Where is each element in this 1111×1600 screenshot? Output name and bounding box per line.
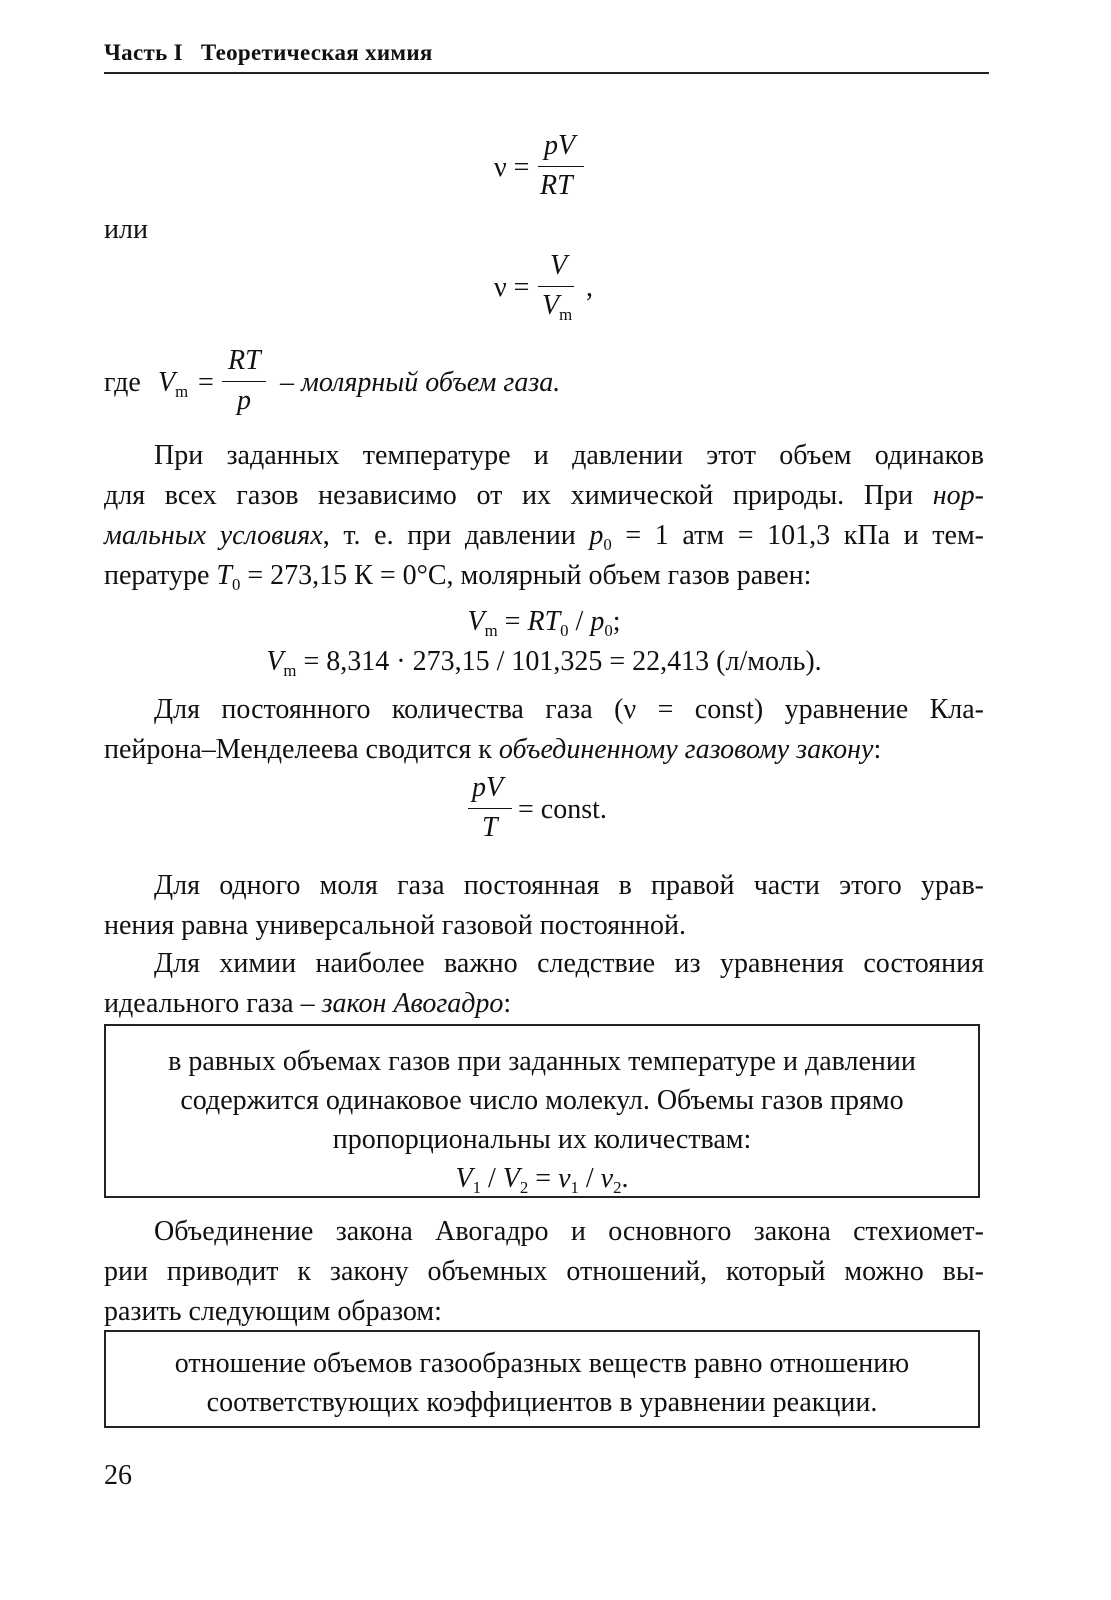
text-line: нения равна универсальной газовой постоянной.: [104, 910, 687, 941]
volume-ratio-law-box: [104, 1330, 980, 1428]
box-text-line: соответствующих коэффициентов в уравнении реакции.: [206, 1387, 878, 1418]
fraction-bar: [222, 381, 266, 382]
equation-vm-rt0-p0: $V_m = RT_0 / p_0$;: [467, 606, 621, 640]
equals-sign: =: [198, 367, 214, 398]
fraction-bar: [468, 808, 512, 809]
formula-rhs: = const.: [518, 794, 607, 825]
formula-lhs: ν =: [494, 152, 530, 183]
formula-lhs: ν =: [494, 272, 530, 303]
formula-moles-v-vm: [494, 250, 614, 340]
text-line: мальных условиях, т. е. при давлении $p_0 = 1$ атм = 101,3 кПа и тем-: [104, 520, 985, 554]
fraction-bar: [538, 166, 584, 167]
text-line: Для постоянного количества газа (ν = const) уравнение Кла-: [154, 694, 984, 725]
formula-denominator: RT: [540, 170, 573, 201]
text-line: Объединение закона Авогадро и основного закона стехиомет-: [154, 1216, 984, 1247]
formula-molar-volume-definition: [104, 345, 704, 425]
prefix-where: где: [104, 367, 141, 398]
text-line: При заданных температуре и давлении этот объем одинаков: [154, 440, 984, 471]
text-line: Для химии наиболее важно следствие из уравнения состояния: [154, 948, 984, 979]
paragraph-volume-ratios: [104, 1212, 984, 1332]
formula-numerator: V: [550, 250, 568, 281]
text-line: Для одного моля газа постоянная в правой части этого урав-: [154, 870, 984, 901]
equation-vm-calculation: $V_m = 8,314 \cdot 273,15 / 101,325 = 22,413$ (л/моль).: [266, 646, 822, 680]
header-part: Часть I: [104, 40, 183, 65]
text-line: рии приводит к закону объемных отношений, который можно вы-: [104, 1256, 984, 1287]
text-line: для всех газов независимо от их химической природы. При нор-: [104, 480, 984, 511]
or-word: или: [104, 214, 148, 245]
formula-denominator: T: [482, 812, 498, 843]
box-text-line: отношение объемов газообразных веществ равно отношению: [174, 1348, 910, 1379]
molar-volume-description: – молярный объем газа.: [280, 367, 561, 398]
formula-numerator: RT: [228, 345, 261, 376]
paragraph-gas-constant: [104, 866, 984, 946]
formula-moles-pv-rt: [494, 130, 604, 210]
box-text-line: пропорциональны их количествам:: [332, 1124, 752, 1155]
formula-numerator: pV: [544, 130, 576, 161]
paragraph-combined-gas-law: [104, 690, 984, 770]
formula-pv-over-t-const: [468, 772, 638, 852]
text-line: пейрона–Менделеева сводится к объединенному газовому закону:: [104, 734, 882, 765]
formula-numerator: pV: [472, 772, 504, 803]
page-number: 26: [104, 1460, 132, 1491]
box-text-line: содержится одинаковое число молекул. Объемы газов прямо: [180, 1085, 904, 1116]
box-text-line: в равных объемах газов при заданных температуре и давлении: [168, 1046, 916, 1077]
fraction-bar: [538, 286, 574, 287]
paragraph-avogadro-intro: [104, 944, 984, 1024]
running-header: [104, 40, 988, 66]
formula-comma: ,: [586, 272, 593, 303]
text-line: пературе $T_0 = 273,15$ К = 0°С, молярный объем газов равен:: [104, 560, 812, 594]
avogadro-law-box: [104, 1024, 980, 1198]
vm-symbol: $V_m$: [158, 367, 189, 401]
formula-denominator: p: [237, 385, 251, 416]
text-line: идеального газа – закон Авогадро:: [104, 988, 512, 1019]
paragraph-normal-conditions: [104, 436, 984, 596]
formula-denominator: $V_m$: [542, 290, 573, 324]
text-line: разить следующим образом:: [104, 1296, 442, 1327]
avogadro-formula: $V_1 / V_2 = \nu_1 / \nu_2$.: [455, 1163, 629, 1197]
header-title: Теоретическая химия: [200, 40, 433, 65]
header-rule: [104, 72, 989, 74]
